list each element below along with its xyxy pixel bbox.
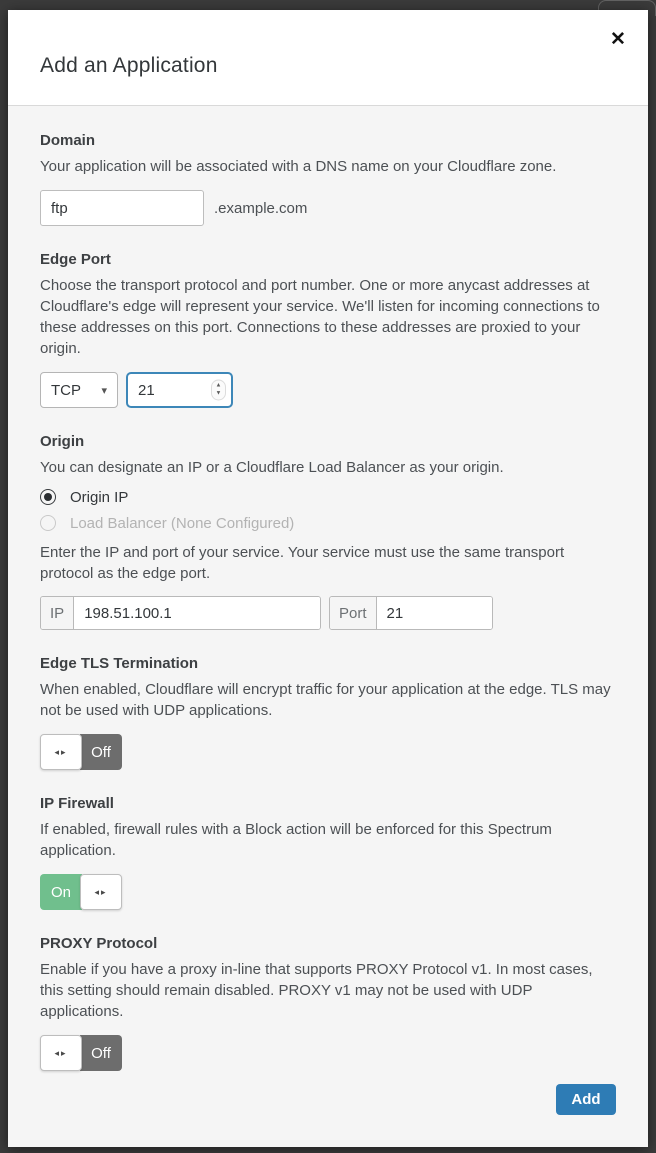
proxy-protocol-toggle[interactable] <box>40 1035 124 1071</box>
edge-port-heading: Edge Port <box>40 251 111 268</box>
port-prefix-label: Port <box>330 597 377 629</box>
stepper-up-icon[interactable]: ▲ <box>215 382 222 389</box>
modal-body <box>8 106 648 1147</box>
edge-tls-toggle[interactable] <box>40 734 124 770</box>
modal-title: Add an Application <box>40 54 218 77</box>
radio-origin-ip-label: Origin IP <box>70 488 129 506</box>
domain-description: Your application will be associated with a DNS name on your Cloudflare zone. <box>40 158 557 175</box>
edge-tls-heading: Edge TLS Termination <box>40 655 199 672</box>
section-origin <box>40 433 616 630</box>
edge-port-description: Choose the transport protocol and port number. One or more anycast addresses at Cloudflare's edge will represent your service. We'll listen for incoming connections to these addresses on this port. Connections to these addresses are proxied to your origin. <box>40 277 600 357</box>
stepper-down-icon[interactable]: ▼ <box>215 390 222 396</box>
section-proxy-protocol <box>40 935 616 1071</box>
radio-selected-icon[interactable] <box>40 489 56 505</box>
origin-radio-group <box>40 484 616 536</box>
section-edge-tls <box>40 655 616 770</box>
toggle-handle-icon[interactable]: ◂▸ <box>80 874 122 910</box>
origin-description: You can designate an IP or a Cloudflare Load Balancer as your origin. <box>40 459 504 476</box>
edge-tls-description: When enabled, Cloudflare will encrypt traffic for your application at the edge. TLS may not be used with UDP applications. <box>40 681 611 719</box>
origin-heading: Origin <box>40 433 85 450</box>
radio-load-balancer <box>40 510 616 536</box>
origin-ip-input[interactable] <box>74 597 320 629</box>
section-edge-port <box>40 251 616 408</box>
section-domain <box>40 132 616 226</box>
radio-disabled-icon <box>40 515 56 531</box>
origin-port-field-group <box>329 596 493 630</box>
protocol-select-value: TCP <box>51 381 81 399</box>
radio-load-balancer-label: Load Balancer (None Configured) <box>70 514 295 532</box>
ip-firewall-description: If enabled, firewall rules with a Block action will be enforced for this Spectrum application. <box>40 821 552 859</box>
proxy-protocol-description: Enable if you have a proxy in-line that supports PROXY Protocol v1. In most cases, this setting should remain disabled. PROXY v1 may not be used with UDP applications. <box>40 961 593 1020</box>
ip-prefix-label: IP <box>41 597 74 629</box>
number-stepper[interactable] <box>211 380 226 401</box>
ip-firewall-toggle-state: On <box>40 874 82 910</box>
add-button[interactable]: Add <box>556 1084 616 1115</box>
section-ip-firewall <box>40 795 616 910</box>
proxy-protocol-heading: PROXY Protocol <box>40 935 158 952</box>
origin-port-input[interactable] <box>377 597 492 629</box>
domain-input[interactable] <box>40 190 204 226</box>
origin-ip-instructions: Enter the IP and port of your service. Your service must use the same transport protocol as the edge port. <box>40 544 565 582</box>
toggle-handle-icon[interactable]: ◂▸ <box>40 734 82 770</box>
edge-tls-toggle-state: Off <box>80 734 122 770</box>
domain-heading: Domain <box>40 132 96 149</box>
ip-firewall-heading: IP Firewall <box>40 795 114 812</box>
ip-firewall-toggle[interactable] <box>40 874 124 910</box>
radio-origin-ip[interactable] <box>40 484 616 510</box>
modal-header <box>8 10 648 106</box>
modal-footer <box>40 1084 616 1115</box>
close-icon[interactable]: ✕ <box>610 28 626 50</box>
origin-ip-field-group <box>40 596 321 630</box>
chevron-down-icon: ▾ <box>101 384 107 397</box>
proxy-protocol-toggle-state: Off <box>80 1035 122 1071</box>
protocol-select[interactable] <box>40 372 118 408</box>
toggle-handle-icon[interactable]: ◂▸ <box>40 1035 82 1071</box>
domain-suffix-label: .example.com <box>214 199 308 217</box>
add-application-modal <box>8 10 648 1147</box>
